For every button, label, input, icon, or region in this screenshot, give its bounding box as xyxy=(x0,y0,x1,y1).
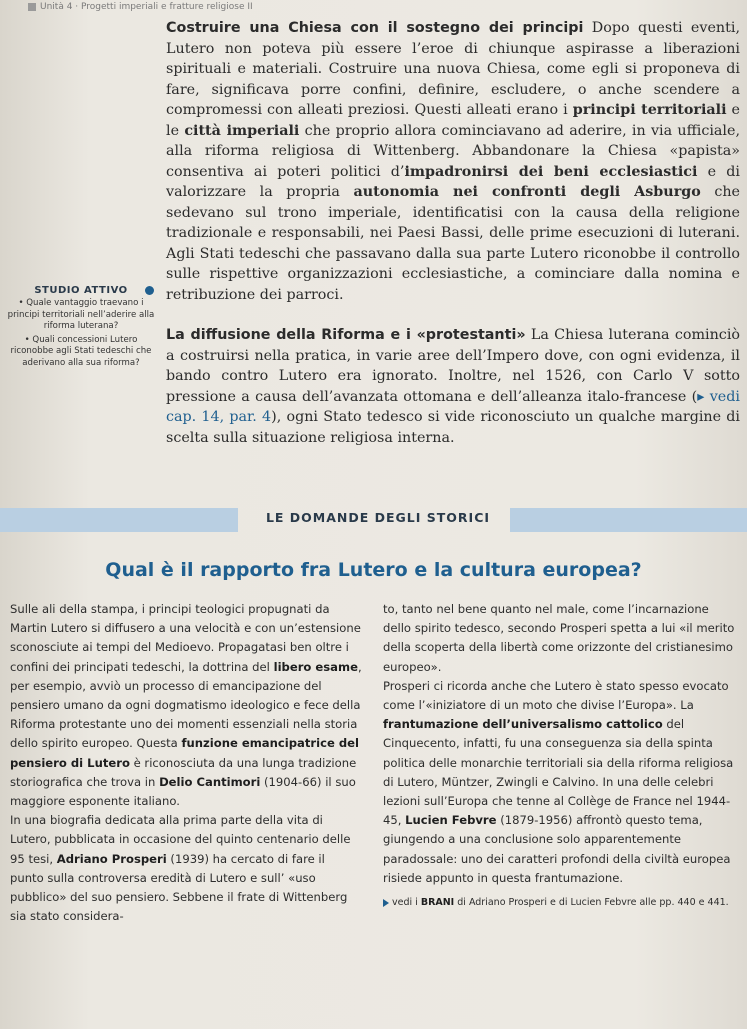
left-paragraph-2: In una biografia dedicata alla prima parte della vita di Lutero, pubblicata in occasione del quinto centenario delle 95 tesi, Adriano Prosperi (1939) ha cercato di fare il punto sulla controversa eredità di Lutero e sull’ «uso pubblico» del suo pensiero. Sebbene il frate di Wittenberg sia stato considera- xyxy=(10,813,351,924)
studio-attivo-box xyxy=(6,285,156,369)
paragraph-chiesa-principi: Costruire una Chiesa con il sostegno dei principi Dopo questi eventi, Lutero non poteva più essere l’eroe di chiunque aspirasse a liberazioni spirituali e materiali. Costruire una nuova Chiesa, come egli si proponeva di fare, significava porre confini, definire, escludere, o anche scendere a compromessi con alleati preziosi. Questi alleati erano i principi territoriali e le città imperiali che proprio allora cominciavano ad aderire, in via ufficiale, alla riforma religiosa di Wittenberg. Abbandonare la Chiesa «papista» consentiva ai poteri politici d’impadronirsi dei beni ecclesiastici e di valorizzare la propria autonomia nei confronti degli Asburgo che sedevano sul trono imperiale, identificatisi con la causa della religione tradizionale e responsabili, nei Paesi Bassi, delle prime esecuzioni di luterani. Agli Stati tedeschi che passavano dalla sua parte Lutero riconobbe il controllo sulle rispettive organizzazioni ecclesiastiche, a cominciare dalla nomina e retribuzione dei parroci. xyxy=(166,20,741,303)
section-banner xyxy=(0,498,747,542)
left-text-column xyxy=(10,600,362,926)
banner-bar-left xyxy=(0,508,238,532)
paragraph-heading: La diffusione della Riforma e i «protestanti» xyxy=(166,327,526,343)
right-text-column xyxy=(383,600,740,909)
paragraph-diffusione-riforma: La diffusione della Riforma e i «protestanti» La Chiesa luterana cominciò a costruirsi nella pratica, in varie aree dell’Impero dove, con ogni evidenza, il bando contro Lutero era ignorato. Inoltre, nel 1526, con Carlo V sotto pressione a causa dell’avanzata ottomana e dell’alleanza italo-francese (▸ vedi cap. 14, par. 4), ogni Stato tedesco si vide riconosciuto un qualche margine di scelta sulla situazione religiosa interna. xyxy=(166,327,741,446)
left-paragraph-1: Sulle ali della stampa, i principi teologici propugnati da Martin Lutero si diffusero a una velocità e con un’estensione sconosciute ai tempi del Medioevo. Propagatasi ben oltre i confini dei principati tedeschi, la dottrina del libero esame, per esempio, avviò un processo di emancipazione del pensiero umano da ogni dogmatismo ideologico e fece della Riforma protestante uno dei momenti essenziali nella storia dello spirito europeo. Questa funzione emancipatrice del pensiero di Lutero è riconosciuta da una lunga tradizione storiografica che trova in Delio Cantimori (1904-66) il suo maggiore esponente italiano. xyxy=(10,602,362,809)
banner-bar-right xyxy=(510,508,747,532)
main-text-column xyxy=(166,18,740,448)
study-question-2: • Quali concessioni Lutero riconobbe agli Stati tedeschi che aderivano alla sua riforma? xyxy=(10,334,152,368)
section-question-title: Qual è il rapporto fra Lutero e la cultura europea? xyxy=(105,559,642,581)
study-question-1: • Quale vantaggio traevano i principi territoriali nell’aderire alla riforma luterana? xyxy=(7,298,155,331)
right-paragraph-2: Prosperi ci ricorda anche che Lutero è stato spesso evocato come l’«iniziatore di un moto che divise l’Europa». La frantumazione dell’universalismo cattolico del Cinquecento, infatti, fu una conseguenza sia della spinta politica delle monarchie territoriali sia della riforma religiosa di Lutero, Müntzer, Zwingli e Calvino. In una delle celebri lezioni sull’Europa che tenne al Collège de France nel 1944-45, Lucien Febvre (1879-1956) affrontò questo tema, giungendo a una conclusione solo apparentemente paradossale: uno dei caratteri profondi della civiltà europea risiede appunto in questa frantumazione. xyxy=(383,678,734,885)
unit-marker-icon xyxy=(28,3,36,11)
right-paragraph-1: to, tanto nel bene quanto nel male, come l’incarnazione dello spirito tedesco, secondo Prosperi spetta a lui «il merito della scoperta della libertà come orizzonte del cristianesimo europeo». xyxy=(383,602,735,674)
bullet-dot-icon xyxy=(145,286,154,295)
sidebar-title: STUDIO ATTIVO xyxy=(34,285,128,296)
brani-reference-note[interactable]: vedi i BRANI di Adriano Prosperi e di Lucien Febvre alle pp. 440 e 441. xyxy=(383,896,740,909)
banner-label: LE DOMANDE DEGLI STORICI xyxy=(265,510,491,525)
paragraph-heading: Costruire una Chiesa con il sostegno dei principi xyxy=(166,20,584,36)
cross-reference-link[interactable]: ▸ vedi cap. 14, par. 4 xyxy=(166,388,740,425)
running-header: Unità 4 · Progetti imperiali e fratture religiose II xyxy=(28,2,428,16)
arrow-right-icon xyxy=(383,899,389,907)
